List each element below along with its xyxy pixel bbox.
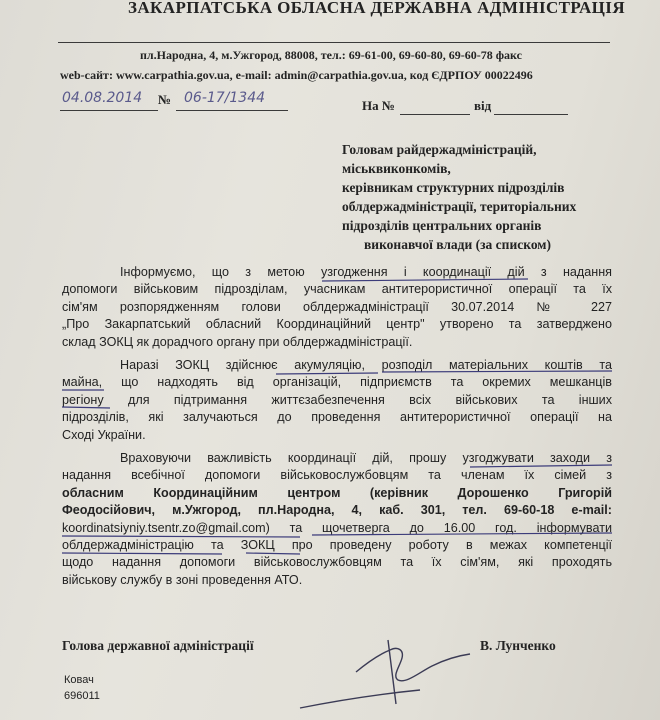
paragraph-line: Сході України. <box>62 427 146 442</box>
outgoing-date: 04.08.2014 <box>62 90 143 106</box>
address-line: пл.Народна, 4, м.Ужгород, 88008, тел.: 69-61-00, 69-60-80, 69-60-78 факс <box>140 48 522 62</box>
signature-scribble <box>300 640 470 708</box>
underline-stroke <box>276 373 378 374</box>
signatory-name: В. Лунченко <box>480 638 556 653</box>
underline-stroke <box>312 533 612 535</box>
underline-stroke <box>62 407 110 408</box>
paragraph-line: майна, що надходять від організацій, підприємств та окремих мешканців <box>62 375 612 390</box>
paragraph-line: Наразі ЗОКЦ здійснює акумуляцію, розподіл матеріальних коштів та <box>120 358 612 372</box>
paragraph-line: сім'ям розпорядженням голови облдержадміністрації 30.07.2014 № 227 <box>62 299 612 314</box>
outgoing-number: 06-17/1344 <box>184 90 266 106</box>
paragraph-line: Враховуючи важливість координації дій, прошу узгоджувати заходи з <box>120 451 612 465</box>
signatory-position: Голова державної адміністрації <box>62 638 254 653</box>
recipient-line: міськвиконкомів, <box>342 161 451 176</box>
paragraph-line: Інформуємо, що з метою узгодження і координації дій з надання <box>120 265 612 279</box>
paragraph-line: Феодосійович, м.Ужгород, пл.Народна, 4, каб. 301, тел. 69-60-18 e-mail: <box>62 503 612 518</box>
recipient-line: облдержадміністрації, територіальних <box>342 199 577 214</box>
recipient-line: Головам райдержадміністрацій, <box>342 142 537 157</box>
executor-name: Ковач <box>64 674 94 686</box>
outgoing-number-label: № <box>158 92 172 107</box>
paragraph-line: військову службу в зоні проведення АТО. <box>62 572 303 587</box>
paragraph-line: обласним Координаційним центром (керівник Дорошенко Григорій <box>62 485 612 500</box>
incoming-from-label: від <box>474 98 492 113</box>
paragraph-line: щодо надання допомоги військовослужбовцям та їх сім'ям, які проходять <box>62 555 612 570</box>
paragraph-line: облдержадміністрацію та ЗОКЦ про проведену роботу в межах компетенції <box>62 537 612 552</box>
underline-stroke <box>246 553 300 554</box>
recipient-line: підрозділів центральних органів <box>342 218 542 233</box>
recipient-line: виконавчої влади (за списком) <box>364 237 552 252</box>
web-contact-line: web-сайт: www.carpathia.gov.ua, e-mail: admin@carpathia.gov.ua, код ЄДРПОУ 00022496 <box>60 68 533 82</box>
underline-stroke <box>470 465 612 467</box>
executor-phone: 696011 <box>64 690 100 702</box>
incoming-number-label: На № <box>362 98 395 113</box>
paragraph-line: надання всебічної допомоги військовослужбовцям та членам їх сімей з <box>62 468 612 483</box>
paragraph-line: склад ЗОКЦ як дорадчого органу при облдержадміністрації. <box>62 334 413 349</box>
paragraph-line: регіону для підтримання життєзабезпечення всіх військових та інших <box>62 392 612 407</box>
organization-title: ЗАКАРПАТСЬКА ОБЛАСНА ДЕРЖАВНА АДМІНІСТРАЦІЯ <box>128 0 626 17</box>
underline-stroke <box>62 553 222 554</box>
underline-stroke <box>382 371 612 372</box>
recipient-line: керівникам структурних підрозділів <box>342 180 565 195</box>
paragraph-line: koordinatsiyniy.tsentr.zo@gmail.com) та щочетверга до 16.00 год. інформувати <box>62 520 612 535</box>
paragraph-line: „Про Закарпатський обласний Координаційний центр" утворено та затверджено <box>62 317 612 332</box>
paragraph-line: допомоги військовим підрозділам, учасникам антитерористичної операції та їх <box>62 282 612 297</box>
paragraph-line: підрозділів, які залучаються до проведення антитерористичної операції на <box>62 410 612 425</box>
underline-stroke <box>322 279 528 281</box>
underline-stroke <box>62 536 300 537</box>
